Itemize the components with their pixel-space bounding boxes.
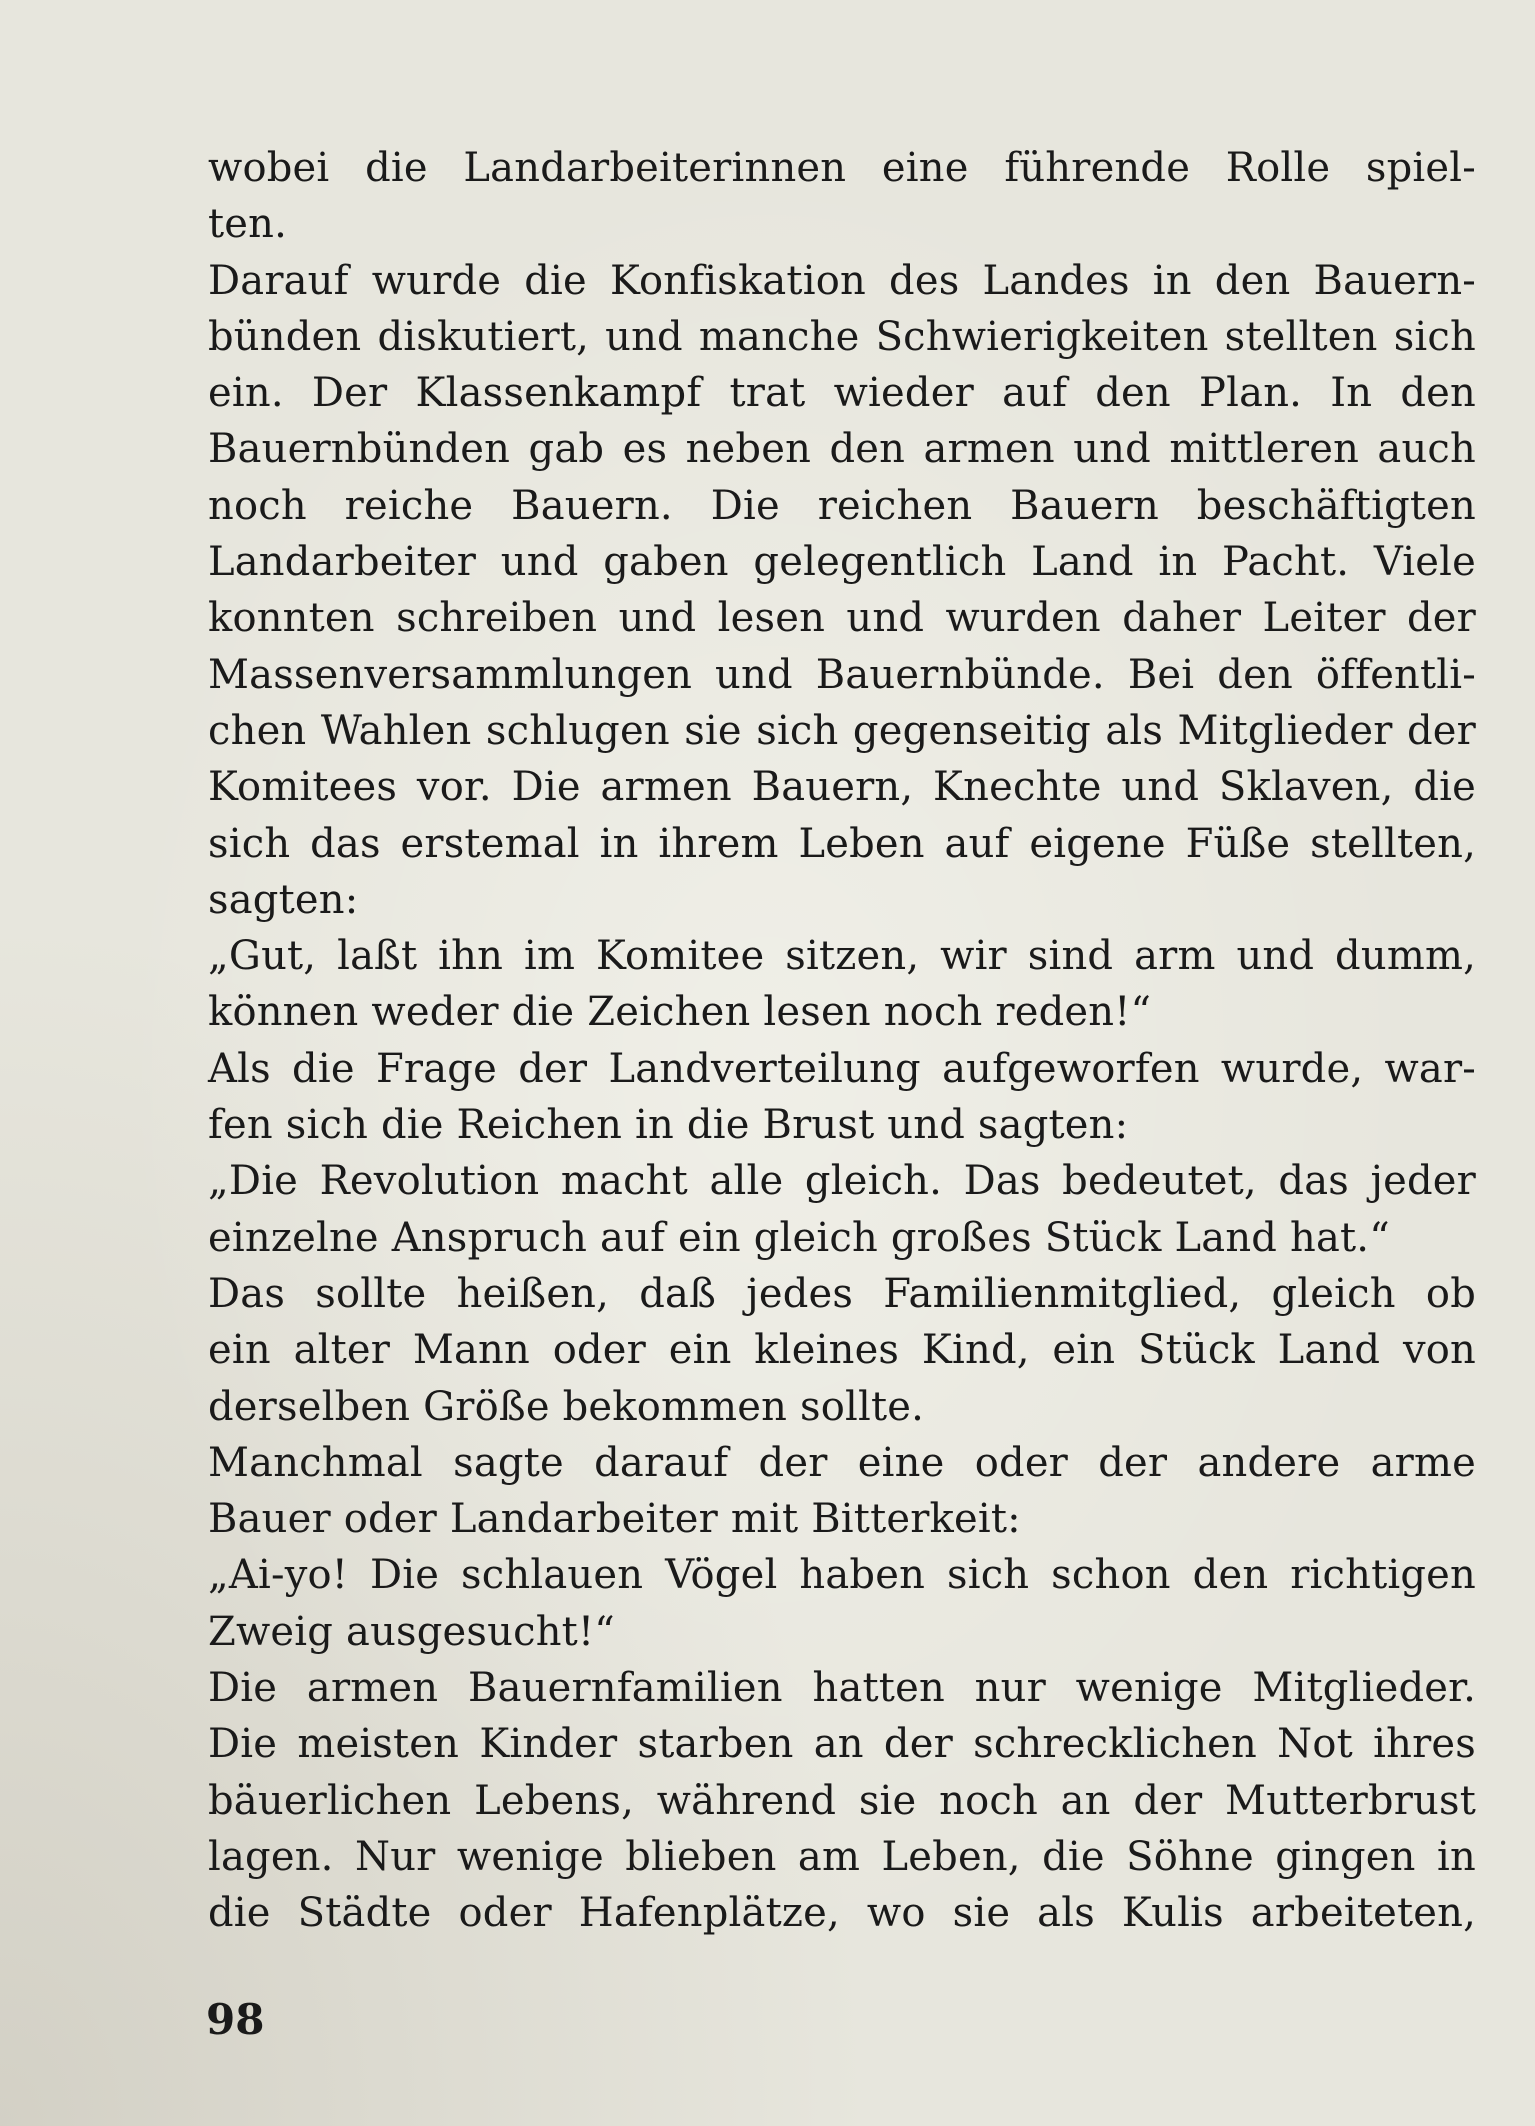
- text-line: chen Wahlen schlugen sie sich gegenseitig als Mitglieder der: [208, 707, 1476, 754]
- text-line: noch reiche Bauern. Die reichen Bauern beschäftigten: [208, 482, 1476, 529]
- text-line: ein. Der Klassenkampf trat wieder auf den Plan. In den: [208, 370, 1476, 417]
- text-line: Bauernbünden gab es neben den armen und mittleren auch: [208, 426, 1476, 473]
- text-line: Massenversammlungen und Bauernbünde. Bei den öffentli-: [208, 651, 1476, 698]
- text-line: bäuerlichen Lebens, während sie noch an der Mutterbrust: [208, 1777, 1476, 1824]
- text-line: Darauf wurde die Konfiskation des Landes in den Bauern-: [208, 257, 1476, 304]
- text-line: bünden diskutiert, und manche Schwierigkeiten stellten sich: [208, 313, 1476, 360]
- text-line: einzelne Anspruch auf ein gleich großes Stück Land hat.“: [208, 1214, 1390, 1261]
- text-line: konnten schreiben und lesen und wurden daher Leiter der: [208, 595, 1476, 642]
- text-line: können weder die Zeichen lesen noch reden!“: [208, 989, 1152, 1036]
- text-line: Manchmal sagte darauf der eine oder der andere arme: [208, 1439, 1476, 1486]
- text-line: wobei die Landarbeiterinnen eine führende Rolle spiel-: [208, 145, 1476, 191]
- text-line: ten.: [208, 201, 288, 248]
- text-line: Das sollte heißen, daß jedes Familienmitglied, gleich ob: [208, 1270, 1476, 1317]
- text-line: Die armen Bauernfamilien hatten nur wenige Mitglieder.: [208, 1665, 1476, 1712]
- text-line: fen sich die Reichen in die Brust und sagten:: [208, 1102, 1129, 1149]
- text-line: ein alter Mann oder ein kleines Kind, ein Stück Land von: [208, 1327, 1476, 1374]
- page-number: 98: [206, 1995, 265, 2044]
- body-text: [208, 140, 1476, 1942]
- text-line: Komitees vor. Die armen Bauern, Knechte und Sklaven, die: [208, 764, 1476, 811]
- text-line: „Ai-yo! Die schlauen Vögel haben sich schon den richtigen: [208, 1552, 1476, 1599]
- text-line: die Städte oder Hafenplätze, wo sie als Kulis arbeiteten,: [208, 1890, 1476, 1937]
- text-line: Landarbeiter und gaben gelegentlich Land in Pacht. Viele: [208, 539, 1476, 586]
- text-line: Die meisten Kinder starben an der schrecklichen Not ihres: [208, 1721, 1476, 1768]
- text-line: „Die Revolution macht alle gleich. Das bedeutet, das jeder: [208, 1158, 1476, 1205]
- text-line: Bauer oder Landarbeiter mit Bitterkeit:: [208, 1496, 1021, 1543]
- text-line: sich das erstemal in ihrem Leben auf eigene Füße stellten,: [208, 820, 1476, 867]
- text-line: Als die Frage der Landverteilung aufgeworfen wurde, war-: [208, 1045, 1476, 1092]
- text-line: derselben Größe bekommen sollte.: [208, 1383, 925, 1430]
- text-line: sagten:: [208, 876, 359, 923]
- text-line: Zweig ausgesucht!“: [208, 1608, 615, 1655]
- text-line: „Gut, laßt ihn im Komitee sitzen, wir sind arm und dumm,: [208, 933, 1476, 980]
- text-line: lagen. Nur wenige blieben am Leben, die Söhne gingen in: [208, 1833, 1476, 1880]
